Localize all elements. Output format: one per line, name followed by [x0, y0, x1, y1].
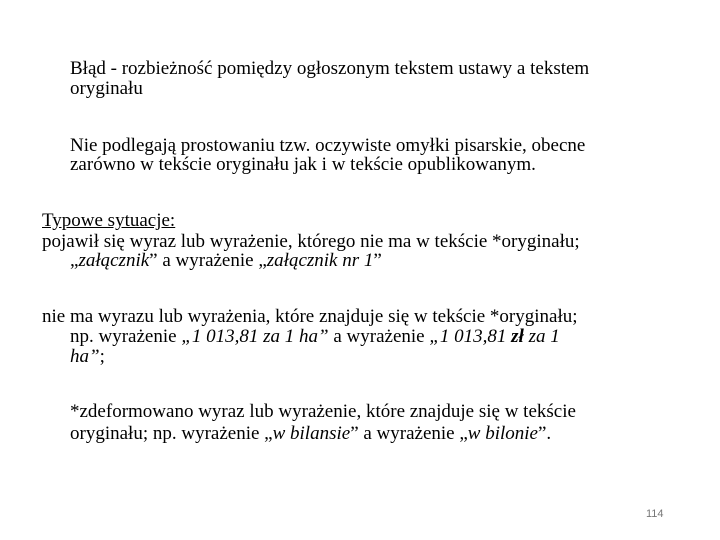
text-run: „ — [70, 250, 79, 271]
italic-run: za 1 — [523, 326, 560, 347]
typical-situations-heading: Typowe sytuacje: — [42, 210, 176, 231]
page-number: 114 — [646, 508, 664, 520]
block3-line2 — [70, 251, 382, 270]
italic-run: w bilansie — [272, 423, 351, 444]
block5-line2 — [70, 424, 551, 443]
text-run: ; — [99, 346, 105, 367]
italic-run: ha” — [70, 346, 100, 367]
text-run: np. wyrażenie — [70, 326, 182, 347]
block4-line1: nie ma wyrazu lub wyrażenia, które znajduje się w tekście *oryginału; — [42, 306, 578, 327]
text-run: ” a wyrażenie „ — [350, 423, 468, 444]
italic-run: w bilonie — [467, 423, 538, 444]
block1-line2: oryginału — [70, 78, 143, 99]
italic-run: „1 013,81 — [429, 326, 512, 347]
text-run: a wyrażenie — [328, 326, 430, 347]
block5-line1: *zdeformowano wyraz lub wyrażenie, które znajduje się w tekście — [70, 401, 576, 422]
bold-italic-run: zł — [511, 326, 524, 347]
block4-line2 — [70, 327, 560, 346]
text-run: oryginału; np. wyrażenie „ — [70, 423, 273, 444]
italic-run: „1 013,81 za 1 ha” — [181, 326, 329, 347]
block4-line3 — [70, 347, 105, 366]
block3-line1: pojawił się wyraz lub wyrażenie, którego nie ma w tekście *oryginału; — [42, 231, 580, 252]
block2-line1: Nie podlegają prostowaniu tzw. oczywiste omyłki pisarskie, obecne — [70, 135, 586, 156]
text-run: ”. — [538, 423, 552, 444]
text-run: ” — [373, 250, 382, 271]
italic-run: załącznik — [78, 250, 150, 271]
text-run: ” a wyrażenie „ — [149, 250, 267, 271]
block1-line1: Błąd - rozbieżność pomiędzy ogłoszonym tekstem ustawy a tekstem — [70, 58, 590, 79]
italic-run: załącznik nr 1 — [266, 250, 374, 271]
block2-line2: zarówno w tekście oryginału jak i w tekście opublikowanym. — [70, 154, 536, 175]
